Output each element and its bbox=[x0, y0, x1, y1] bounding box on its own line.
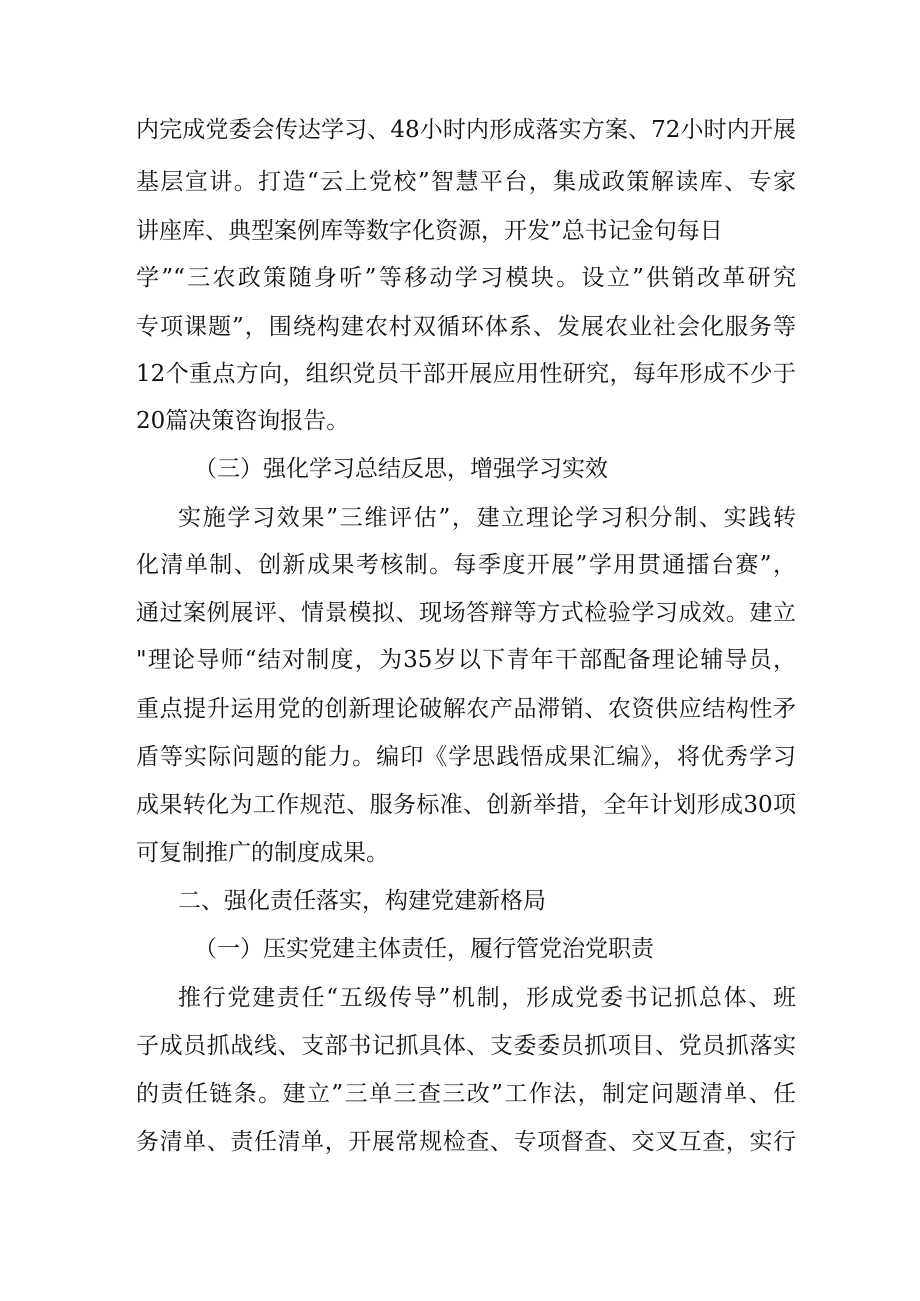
paragraph-2-line-8: 可复制推广的制度成果。 bbox=[136, 840, 389, 866]
paragraph-1-line-6: 12个重点方向，组织党员干部开展应用性研究，每年形成不少于 bbox=[136, 361, 796, 387]
paragraph-1-line-4: 学”“三农政策随身听”等移动学习模块。设立”供销改革研究 bbox=[136, 265, 796, 291]
paragraph-2-line-1: 实施学习效果”三维评估”，建立理论学习积分制、实践转 bbox=[178, 505, 796, 531]
paragraph-3-line-4: 务清单、责任清单，开展常规检查、专项督查、交叉互查，实行 bbox=[136, 1129, 796, 1155]
main-heading-2: 二、强化责任落实，构建党建新格局 bbox=[178, 888, 546, 914]
paragraph-2-line-4: "理论导师“结对制度，为35岁以下青年干部配备理论辅导员， bbox=[136, 647, 796, 673]
paragraph-2-line-6: 盾等实际问题的能力。编印《学思践悟成果汇编》，将优秀学习 bbox=[136, 744, 796, 770]
paragraph-2-line-2: 化清单制、创新成果考核制。每季度开展”学用贯通擂台赛”， bbox=[136, 552, 796, 578]
paragraph-3-line-2: 子成员抓战线、支部书记抓具体、支委委员抓项目、党员抓落实 bbox=[136, 1033, 796, 1059]
paragraph-2-line-3: 通过案例展评、情景模拟、现场答辩等方式检验学习成效。建立 bbox=[136, 600, 796, 626]
paragraph-1-line-2: 基层宣讲。打造“云上党校”智慧平台，集成政策解读库、专家 bbox=[136, 169, 796, 195]
section-heading-1: （一）压实党建主体责任，履行管党治党职责 bbox=[194, 936, 654, 962]
paragraph-3-line-3: 的责任链条。建立”三单三查三改”工作法，制定问题清单、任 bbox=[136, 1081, 796, 1107]
paragraph-1-line-5: 专项课题”，围绕构建农村双循环体系、发展农业社会化服务等 bbox=[136, 314, 796, 340]
section-heading-3: （三）强化学习总结反思，增强学习实效 bbox=[194, 456, 608, 482]
paragraph-3-line-1: 推行党建责任“五级传导”机制，形成党委书记抓总体、班 bbox=[178, 985, 796, 1011]
paragraph-1-line-7: 20篇决策咨询报告。 bbox=[136, 408, 350, 434]
paragraph-2-line-5: 重点提升运用党的创新理论破解农产品滞销、农资供应结构性矛 bbox=[136, 696, 796, 722]
paragraph-2-line-7: 成果转化为工作规范、服务标准、创新举措，全年计划形成30项 bbox=[136, 792, 796, 818]
paragraph-1-line-3: 讲座库、典型案例库等数字化资源，开发”总书记金句每日 bbox=[136, 218, 723, 244]
paragraph-1-line-1: 内完成党委会传达学习、48小时内形成落实方案、72小时内开展 bbox=[136, 117, 796, 143]
